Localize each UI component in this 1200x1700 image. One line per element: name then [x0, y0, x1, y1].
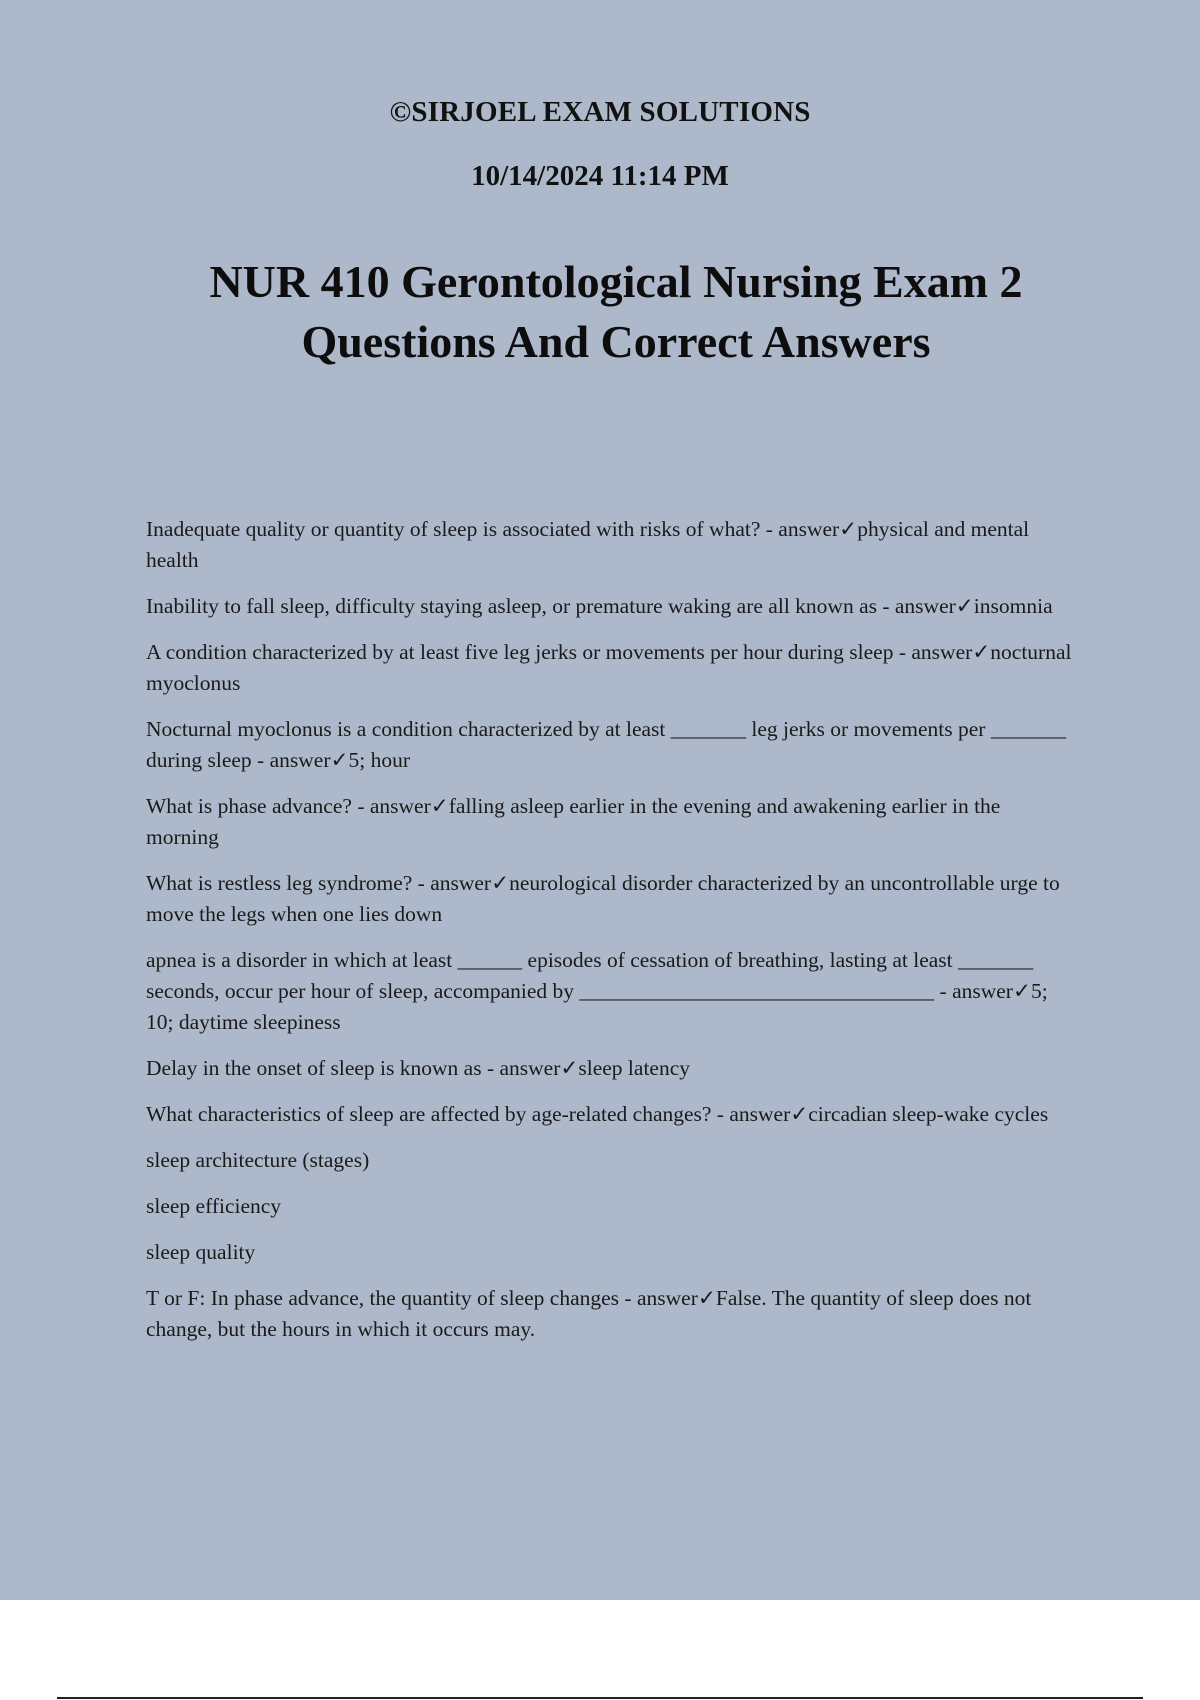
qa-item: sleep architecture (stages)	[146, 1148, 370, 1172]
qa-item: T or F: In phase advance, the quantity of sleep changes - answer✓False. The quantity of sleep does not change, but the hours in which it occurs may.	[146, 1286, 1032, 1341]
qa-item: Delay in the onset of sleep is known as - answer✓sleep latency	[146, 1056, 691, 1080]
document-title-line-2: Questions And Correct Answers	[301, 316, 931, 367]
qa-item: What is phase advance? - answer✓falling asleep earlier in the evening and awakening earlier in the morning	[146, 794, 1001, 849]
qa-item: What is restless leg syndrome? - answer✓neurological disorder characterized by an uncontrollable urge to move the legs when one lies down	[146, 871, 1060, 926]
qa-item: A condition characterized by at least five leg jerks or movements per hour during sleep - answer✓nocturnal myoclonus	[146, 640, 1072, 695]
document-title	[150, 252, 1082, 372]
copyright-header: ©SIRJOEL EXAM SOLUTIONS	[389, 96, 811, 128]
qa-item: Nocturnal myoclonus is a condition characterized by at least _______ leg jerks or movements per _______ during sleep - answer✓5; hour	[146, 717, 1067, 772]
qa-item: apnea is a disorder in which at least ______ episodes of cessation of breathing, lasting at least _______ seconds, occur per hour of sleep, accompanied by _________________________________ - answer✓5; 10; daytime sleepiness	[146, 948, 1048, 1034]
question-answer-list	[146, 514, 1076, 1360]
document-datetime: 10/14/2024 11:14 PM	[471, 160, 729, 192]
footer-divider	[57, 1697, 1143, 1699]
qa-item: Inability to fall sleep, difficulty staying asleep, or premature waking are all known as - answer✓insomnia	[146, 594, 1053, 618]
document-title-line-1: NUR 410 Gerontological Nursing Exam 2	[209, 256, 1023, 307]
qa-item: sleep efficiency	[146, 1194, 282, 1218]
qa-item: Inadequate quality or quantity of sleep is associated with risks of what? - answer✓physical and mental health	[146, 517, 1030, 572]
qa-item: sleep quality	[146, 1240, 256, 1264]
qa-item: What characteristics of sleep are affected by age-related changes? - answer✓circadian sleep-wake cycles	[146, 1102, 1049, 1126]
